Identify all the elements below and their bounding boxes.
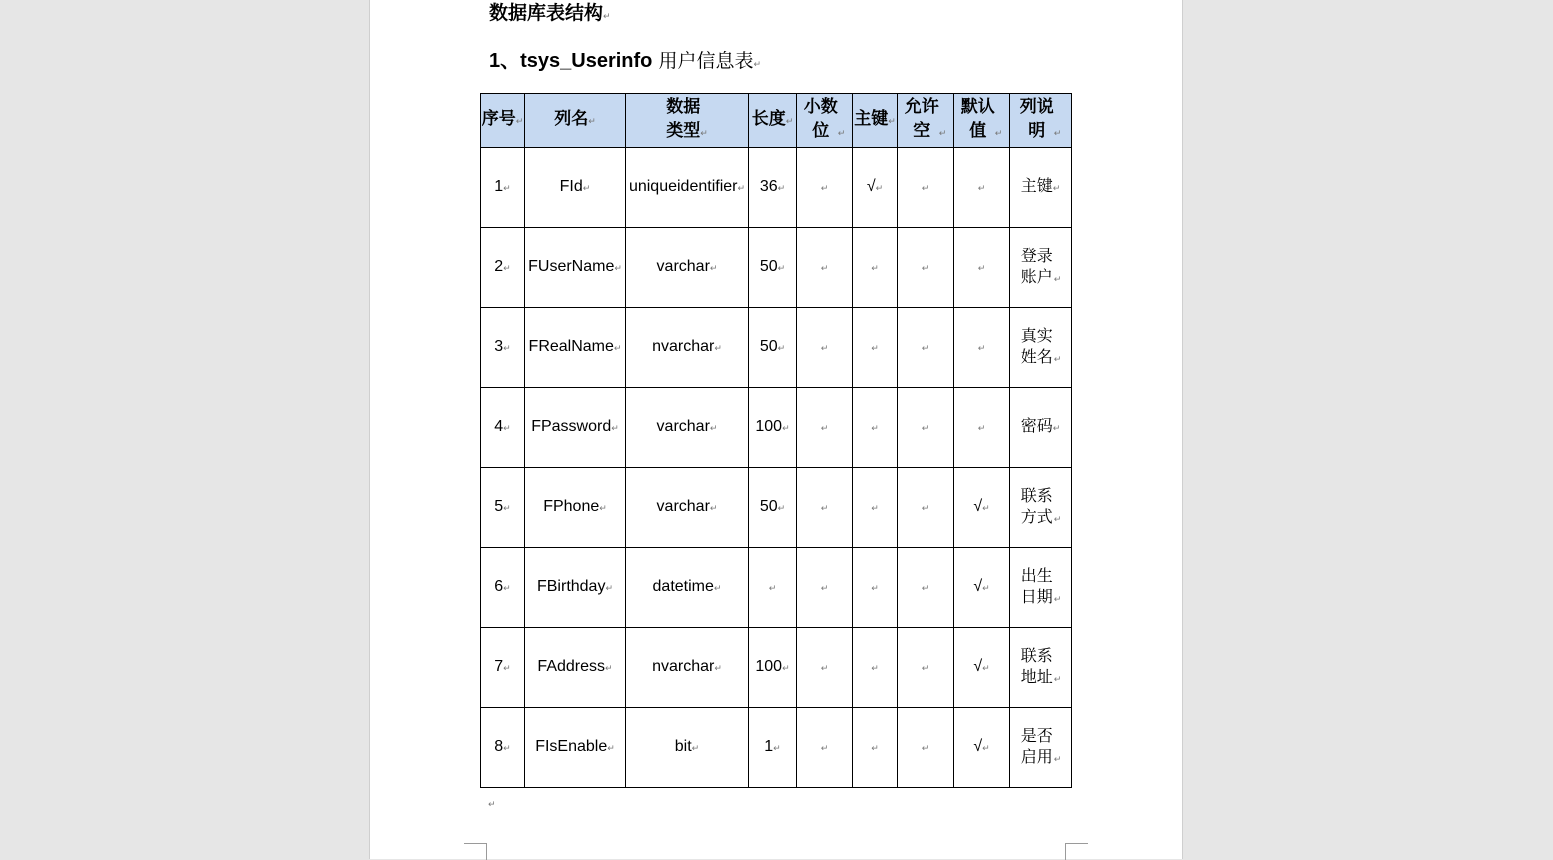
header-seq: 序号↵ bbox=[481, 94, 525, 148]
cell-description: 联系方式↵ bbox=[1010, 468, 1072, 548]
cell-seq: 6↵ bbox=[481, 548, 525, 628]
header-primary-key: 主键↵ bbox=[853, 94, 898, 148]
cell-column-name: FPhone↵ bbox=[525, 468, 626, 548]
cell-decimals: ↵ bbox=[797, 468, 853, 548]
cell-seq: 2↵ bbox=[481, 228, 525, 308]
cell-data-type: varchar↵ bbox=[626, 388, 749, 468]
cell-length: ↵ bbox=[749, 548, 797, 628]
cell-column-name: FRealName↵ bbox=[525, 308, 626, 388]
cell-default: √↵ bbox=[954, 708, 1010, 788]
cell-primary-key: ↵ bbox=[853, 548, 898, 628]
table-row bbox=[481, 228, 1072, 308]
cell-default: √↵ bbox=[954, 628, 1010, 708]
userinfo-table bbox=[480, 93, 1072, 788]
cell-column-name: FAddress↵ bbox=[525, 628, 626, 708]
cell-decimals: ↵ bbox=[797, 628, 853, 708]
cell-primary-key: ↵ bbox=[853, 388, 898, 468]
table-header-row bbox=[481, 94, 1072, 148]
header-decimals: 小数位 ↵ bbox=[797, 94, 853, 148]
cell-nullable: ↵ bbox=[898, 228, 954, 308]
cell-description: 联系地址↵ bbox=[1010, 628, 1072, 708]
cell-column-name: FId↵ bbox=[525, 148, 626, 228]
header-description: 列说明 ↵ bbox=[1010, 94, 1072, 148]
table-title-desc: 用户信息表 bbox=[652, 50, 754, 72]
cell-default: ↵ bbox=[954, 148, 1010, 228]
cell-length: 36↵ bbox=[749, 148, 797, 228]
cell-default: ↵ bbox=[954, 388, 1010, 468]
cell-seq: 4↵ bbox=[481, 388, 525, 468]
cell-column-name: FPassword↵ bbox=[525, 388, 626, 468]
cell-decimals: ↵ bbox=[797, 708, 853, 788]
cell-length: 1↵ bbox=[749, 708, 797, 788]
cell-length: 50↵ bbox=[749, 468, 797, 548]
header-default: 默认值 ↵ bbox=[954, 94, 1010, 148]
cell-nullable: ↵ bbox=[898, 308, 954, 388]
cell-default: ↵ bbox=[954, 308, 1010, 388]
cell-seq: 8↵ bbox=[481, 708, 525, 788]
cell-decimals: ↵ bbox=[797, 548, 853, 628]
cell-primary-key: ↵ bbox=[853, 708, 898, 788]
cell-length: 50↵ bbox=[749, 308, 797, 388]
paragraph-mark-icon: ↵ bbox=[488, 800, 496, 810]
cell-nullable: ↵ bbox=[898, 708, 954, 788]
cell-primary-key: ↵ bbox=[853, 228, 898, 308]
cell-nullable: ↵ bbox=[898, 468, 954, 548]
header-data-type: 数据类型↵ bbox=[626, 94, 749, 148]
cell-data-type: uniqueidentifier↵ bbox=[626, 148, 749, 228]
header-length: 长度↵ bbox=[749, 94, 797, 148]
cell-data-type: varchar↵ bbox=[626, 468, 749, 548]
cell-column-name: FUserName↵ bbox=[525, 228, 626, 308]
cell-data-type: bit↵ bbox=[626, 708, 749, 788]
cell-nullable: ↵ bbox=[898, 388, 954, 468]
cell-default: √↵ bbox=[954, 468, 1010, 548]
cell-primary-key: ↵ bbox=[853, 308, 898, 388]
table-title-name: 1、tsys_Userinfo bbox=[489, 50, 653, 72]
cell-decimals: ↵ bbox=[797, 308, 853, 388]
cell-default: √↵ bbox=[954, 548, 1010, 628]
paragraph-mark-icon: ↵ bbox=[753, 60, 761, 70]
table-row bbox=[481, 388, 1072, 468]
cell-description: 主键↵ bbox=[1010, 148, 1072, 228]
paragraph-mark-icon: ↵ bbox=[603, 12, 611, 22]
cell-column-name: FBirthday↵ bbox=[525, 548, 626, 628]
cell-description: 登录账户↵ bbox=[1010, 228, 1072, 308]
cell-description: 真实姓名↵ bbox=[1010, 308, 1072, 388]
page-corner-mark bbox=[1065, 843, 1088, 860]
cell-decimals: ↵ bbox=[797, 228, 853, 308]
cell-seq: 3↵ bbox=[481, 308, 525, 388]
cell-primary-key: √↵ bbox=[853, 148, 898, 228]
cell-nullable: ↵ bbox=[898, 548, 954, 628]
header-column-name: 列名↵ bbox=[525, 94, 626, 148]
cell-data-type: nvarchar↵ bbox=[626, 628, 749, 708]
header-nullable: 允许空 ↵ bbox=[898, 94, 954, 148]
cell-data-type: datetime↵ bbox=[626, 548, 749, 628]
cell-nullable: ↵ bbox=[898, 628, 954, 708]
cell-primary-key: ↵ bbox=[853, 628, 898, 708]
cell-seq: 7↵ bbox=[481, 628, 525, 708]
cell-nullable: ↵ bbox=[898, 148, 954, 228]
table-row bbox=[481, 628, 1072, 708]
cell-decimals: ↵ bbox=[797, 148, 853, 228]
cell-seq: 5↵ bbox=[481, 468, 525, 548]
cell-default: ↵ bbox=[954, 228, 1010, 308]
table-title bbox=[489, 47, 761, 79]
cell-length: 50↵ bbox=[749, 228, 797, 308]
table-row bbox=[481, 708, 1072, 788]
cell-data-type: varchar↵ bbox=[626, 228, 749, 308]
table-row bbox=[481, 148, 1072, 228]
cell-seq: 1↵ bbox=[481, 148, 525, 228]
cell-description: 是否启用↵ bbox=[1010, 708, 1072, 788]
cell-length: 100↵ bbox=[749, 388, 797, 468]
page-corner-mark bbox=[464, 843, 487, 860]
table-row bbox=[481, 308, 1072, 388]
cell-column-name: FIsEnable↵ bbox=[525, 708, 626, 788]
cell-length: 100↵ bbox=[749, 628, 797, 708]
document-heading: 数据库表结构↵ bbox=[489, 2, 611, 24]
cell-description: 密码↵ bbox=[1010, 388, 1072, 468]
cell-decimals: ↵ bbox=[797, 388, 853, 468]
cell-description: 出生日期↵ bbox=[1010, 548, 1072, 628]
cell-primary-key: ↵ bbox=[853, 468, 898, 548]
cell-data-type: nvarchar↵ bbox=[626, 308, 749, 388]
table-row bbox=[481, 548, 1072, 628]
table-row bbox=[481, 468, 1072, 548]
